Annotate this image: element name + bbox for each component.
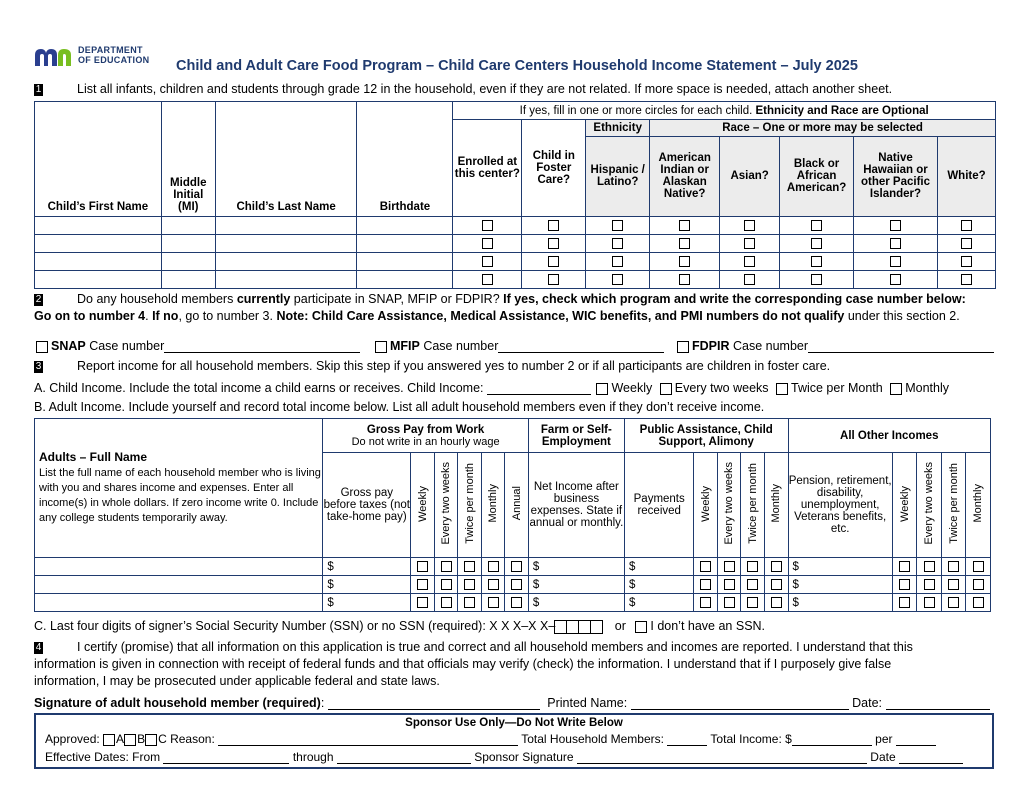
freq-every-two-weeks: Every two weeks: [723, 462, 736, 545]
mi-cell[interactable]: [161, 216, 215, 234]
freq-twice-per-month: Twice per month: [463, 463, 476, 544]
payments-input[interactable]: $: [624, 576, 694, 594]
checkbox[interactable]: [441, 561, 452, 572]
last-name-cell[interactable]: [215, 234, 357, 252]
section2-line1: [34, 292, 966, 306]
checkbox[interactable]: [548, 256, 559, 267]
checkbox[interactable]: [612, 274, 623, 285]
ethnicity-header: Ethnicity: [586, 120, 650, 137]
first-name-cell[interactable]: [35, 216, 162, 234]
col-hawaiian: Native Hawaiian or other Pacific Islander?: [854, 137, 938, 216]
adult-name-cell[interactable]: [35, 594, 323, 612]
other-income-input[interactable]: $: [788, 576, 892, 594]
freq-every-two-weeks: Every two weeks: [440, 462, 453, 545]
mde-logo: [34, 45, 174, 71]
section-number: 1: [35, 83, 42, 95]
checkbox[interactable]: [488, 597, 499, 608]
child-income-input[interactable]: [487, 382, 591, 395]
farm-header: Farm or Self-Employment: [528, 419, 624, 453]
checkbox[interactable]: [890, 220, 901, 231]
race-header: Race – One or more may be selected: [650, 120, 996, 137]
other-income-input[interactable]: $: [788, 558, 892, 576]
section4-line3: information, I may be prosecuted under applicable federal and state laws.: [34, 674, 440, 688]
checkbox[interactable]: [679, 238, 690, 249]
adult-income-line: B. Adult Income. Include yourself and record total income below. List all adult household members even if they don’t receive income.: [34, 400, 765, 414]
checkbox[interactable]: [890, 256, 901, 267]
checkbox[interactable]: [482, 274, 493, 285]
checkbox[interactable]: [464, 579, 475, 590]
table-row: [35, 558, 991, 576]
checkbox[interactable]: [948, 579, 959, 590]
checkbox[interactable]: [464, 561, 475, 572]
birthdate-cell[interactable]: [357, 270, 453, 288]
section-number: 2: [35, 293, 42, 305]
yes-note: If yes, fill in one or more circles for each child. Ethnicity and Race are Optional: [453, 102, 996, 120]
checkbox[interactable]: [612, 256, 623, 267]
col-mi: Middle Initial (MI): [161, 102, 215, 217]
col-hispanic: Hispanic / Latino?: [586, 137, 650, 216]
checkbox[interactable]: [548, 274, 559, 285]
col-black: Black or African American?: [780, 137, 854, 216]
checkbox[interactable]: [679, 220, 690, 231]
checkbox[interactable]: [482, 238, 493, 249]
approved-a-checkbox[interactable]: [103, 734, 115, 746]
checkbox[interactable]: [961, 256, 972, 267]
signature-input[interactable]: [328, 697, 540, 710]
checkbox[interactable]: [771, 579, 782, 590]
checkbox[interactable]: [744, 220, 755, 231]
first-name-cell[interactable]: [35, 252, 162, 270]
twice-per-month-checkbox[interactable]: [776, 383, 788, 395]
col-birthdate: Birthdate: [357, 102, 453, 217]
effective-from-input[interactable]: [163, 751, 289, 764]
weekly-checkbox[interactable]: [596, 383, 608, 395]
freq-twice-per-month: Twice per month: [746, 463, 759, 544]
no-ssn-label: I don’t have an SSN.: [650, 619, 766, 633]
gross-pay-input[interactable]: $: [323, 558, 411, 576]
checkbox[interactable]: [961, 238, 972, 249]
checkbox[interactable]: [417, 561, 428, 572]
checkbox[interactable]: [511, 561, 522, 572]
mfip-field: MFIP Case number: [375, 339, 664, 353]
first-name-cell[interactable]: [35, 234, 162, 252]
freq-monthly: Monthly: [487, 484, 500, 523]
col-first-name: Child’s First Name: [35, 102, 162, 217]
section1-instruction: [34, 82, 892, 96]
table-row: [35, 216, 996, 234]
checkbox[interactable]: [724, 561, 735, 572]
checkbox[interactable]: [747, 597, 758, 608]
public-assistance-header: Public Assistance, Child Support, Alimony: [624, 419, 788, 453]
section2-line2: Go on to number 4. If no, go to number 3. Note: Child Care Assistance, Medical Assistance, WIC benefits, and PMI numbers do not qualify under this section 2.: [34, 309, 960, 323]
logo-line1: DEPARTMENT: [78, 45, 143, 55]
total-income-input[interactable]: [792, 733, 872, 746]
printed-name-input[interactable]: [631, 697, 849, 710]
freq-annual: Annual: [510, 486, 523, 521]
farm-input[interactable]: $: [528, 576, 624, 594]
approved-c-checkbox[interactable]: [145, 734, 157, 746]
logo-line2: OF EDUCATION: [78, 55, 150, 65]
monthly-checkbox[interactable]: [890, 383, 902, 395]
mfip-case-input[interactable]: [498, 340, 664, 353]
other-label: Pension, retirement, disability, unemployment, Veterans benefits, etc.: [788, 453, 892, 558]
children-table: [34, 101, 996, 289]
col-white: White?: [937, 137, 995, 216]
snap-case-input[interactable]: [164, 340, 360, 353]
reason-input[interactable]: [218, 733, 518, 746]
farm-label: Net Income after business expenses. State if annual or monthly.: [528, 453, 624, 558]
or-text: or: [614, 619, 626, 633]
checkbox[interactable]: [948, 561, 959, 572]
gross-pay-input[interactable]: $: [323, 576, 411, 594]
gross-pay-input[interactable]: $: [323, 594, 411, 612]
birthdate-cell[interactable]: [357, 216, 453, 234]
page-title: Child and Adult Care Food Program – Child Care Centers Household Income Statement – July 2025: [176, 58, 858, 74]
checkbox[interactable]: [548, 238, 559, 249]
freq-monthly: Monthly: [972, 484, 985, 523]
section-number: 3: [35, 360, 42, 372]
checkbox[interactable]: [899, 579, 910, 590]
adult-name-cell[interactable]: [35, 576, 323, 594]
section1-text: List all infants, children and students through grade 12 in the household, even if they are not related. If more space is needed, attach another sheet.: [77, 82, 893, 96]
checkbox[interactable]: [811, 220, 822, 231]
sponsor-box: [34, 713, 994, 769]
s2-bold: currently: [236, 292, 291, 306]
checkbox[interactable]: [700, 579, 711, 590]
checkbox[interactable]: [890, 238, 901, 249]
checkbox[interactable]: [612, 238, 623, 249]
mi-cell[interactable]: [161, 270, 215, 288]
table-row: [35, 234, 996, 252]
checkbox[interactable]: [811, 256, 822, 267]
table-row: [35, 594, 991, 612]
section3-text: Report income for all household members. Skip this step if you answered yes to number 2 or if all participants are children in foster care.: [77, 359, 831, 373]
every-two-weeks-checkbox[interactable]: [660, 383, 672, 395]
farm-input[interactable]: $: [528, 594, 624, 612]
checkbox[interactable]: [700, 597, 711, 608]
checkbox[interactable]: [679, 274, 690, 285]
payments-input[interactable]: $: [624, 558, 694, 576]
mi-cell[interactable]: [161, 252, 215, 270]
sponsor-dates-line: Effective Dates: From through Sponsor Signature Date: [45, 750, 963, 764]
adult-name-cell[interactable]: [35, 558, 323, 576]
checkbox[interactable]: [488, 561, 499, 572]
checkbox[interactable]: [961, 274, 972, 285]
col-enrolled: Enrolled at this center?: [453, 120, 522, 217]
other-income-input[interactable]: $: [788, 594, 892, 612]
farm-input[interactable]: $: [528, 558, 624, 576]
freq-weekly: Weekly: [416, 485, 429, 522]
col-american-indian: American Indian or Alaskan Native?: [650, 137, 720, 216]
freq-weekly: Weekly: [898, 485, 911, 522]
checkbox[interactable]: [488, 579, 499, 590]
checkbox[interactable]: [612, 220, 623, 231]
checkbox[interactable]: [464, 597, 475, 608]
last-name-cell[interactable]: [215, 252, 357, 270]
checkbox[interactable]: [724, 579, 735, 590]
table-row: [35, 270, 996, 288]
checkbox[interactable]: [417, 597, 428, 608]
col-foster: Child in Foster Care?: [522, 120, 586, 217]
snap-field: SNAP Case number: [36, 339, 360, 353]
checkbox[interactable]: [924, 597, 935, 608]
col-asian: Asian?: [720, 137, 780, 216]
section3-instruction: [34, 359, 830, 373]
fdpir-field: FDPIR Case number: [677, 339, 994, 353]
ssn-line: [34, 619, 765, 634]
gross-pay-label: Gross pay before taxes (not take-home pay): [323, 453, 411, 558]
checkbox[interactable]: [890, 274, 901, 285]
s2-text: participate in SNAP, MFIP or FDPIR?: [290, 292, 504, 306]
child-income-line: A. Child Income. Include the total income a child earns or receives. Child Income: Weekly Every two weeks Twice per Month Monthly: [34, 381, 949, 395]
checkbox[interactable]: [747, 561, 758, 572]
checkbox[interactable]: [973, 561, 984, 572]
checkbox[interactable]: [973, 597, 984, 608]
ssn-label: C. Last four digits of signer’s Social Security Number (SSN) or no SSN (required): X X X–X X–: [34, 619, 556, 633]
section4-line1: 4 I certify (promise) that all information on this application is true and correct and all household members and incomes are reported. I understand that this: [35, 640, 913, 654]
gross-pay-header: Gross Pay from Work Do not write in an hourly wage: [323, 419, 529, 453]
checkbox[interactable]: [948, 597, 959, 608]
checkbox[interactable]: [724, 597, 735, 608]
total-members-input[interactable]: [667, 733, 707, 746]
signature-line: Signature of adult household member (required): Printed Name: Date:: [34, 696, 990, 710]
payments-input[interactable]: $: [624, 594, 694, 612]
sponsor-approval-line: Approved: A B C Reason: Total Household Members: Total Income: $ per: [45, 732, 936, 746]
s2-text: Do any household members: [77, 292, 237, 306]
freq-twice-per-month: Twice per month: [947, 463, 960, 544]
checkbox[interactable]: [747, 579, 758, 590]
ssn-digit-box[interactable]: [590, 620, 603, 634]
checkbox[interactable]: [771, 561, 782, 572]
adults-header: Adults – Full Name List the full name of each household member who is living with you and shares income and expenses. Enter all income(s) in whole dollars. If zero income write 0. Include any college students temporarily away.: [35, 419, 323, 558]
mn-logo-icon: [34, 47, 72, 67]
no-ssn-checkbox[interactable]: [635, 621, 647, 633]
section-number: 4: [35, 641, 42, 653]
checkbox[interactable]: [511, 579, 522, 590]
checkbox[interactable]: [744, 238, 755, 249]
checkbox[interactable]: [744, 274, 755, 285]
col-last-name: Child’s Last Name: [215, 102, 357, 217]
sponsor-title: Sponsor Use Only—Do Not Write Below: [405, 717, 623, 729]
approved-b-checkbox[interactable]: [124, 734, 136, 746]
fdpir-case-input[interactable]: [808, 340, 994, 353]
checkbox[interactable]: [417, 579, 428, 590]
freq-monthly: Monthly: [770, 484, 783, 523]
checkbox[interactable]: [811, 238, 822, 249]
checkbox[interactable]: [771, 597, 782, 608]
mi-cell[interactable]: [161, 234, 215, 252]
birthdate-cell[interactable]: [357, 234, 453, 252]
birthdate-cell[interactable]: [357, 252, 453, 270]
sponsor-date-input[interactable]: [899, 751, 963, 764]
first-name-cell[interactable]: [35, 270, 162, 288]
table-row: [35, 252, 996, 270]
other-incomes-header: All Other Incomes: [788, 419, 990, 453]
s2-bold: If yes, check which program and write the corresponding case number below:: [503, 292, 966, 306]
effective-through-input[interactable]: [337, 751, 471, 764]
checkbox[interactable]: [924, 579, 935, 590]
mfip-checkbox[interactable]: [375, 341, 387, 353]
last-name-cell[interactable]: [215, 270, 357, 288]
checkbox[interactable]: [961, 220, 972, 231]
checkbox[interactable]: [973, 579, 984, 590]
freq-weekly: Weekly: [699, 485, 712, 522]
checkbox[interactable]: [679, 256, 690, 267]
checkbox[interactable]: [441, 597, 452, 608]
checkbox[interactable]: [482, 220, 493, 231]
checkbox[interactable]: [899, 561, 910, 572]
freq-every-two-weeks: Every two weeks: [923, 462, 936, 545]
snap-checkbox[interactable]: [36, 341, 48, 353]
checkbox[interactable]: [899, 597, 910, 608]
per-input[interactable]: [896, 733, 936, 746]
section4-line2: information is given in connection with receipt of federal funds and that officials may verify (check) the information. I understand that if I purposely give false: [34, 657, 892, 671]
table-row: [35, 576, 991, 594]
fdpir-checkbox[interactable]: [677, 341, 689, 353]
payments-label: Payments received: [624, 453, 694, 558]
checkbox[interactable]: [924, 561, 935, 572]
date-input[interactable]: [886, 697, 990, 710]
adult-income-table: [34, 418, 991, 612]
last-name-cell[interactable]: [215, 216, 357, 234]
sponsor-signature-input[interactable]: [577, 751, 867, 764]
checkbox[interactable]: [482, 256, 493, 267]
checkbox[interactable]: [548, 220, 559, 231]
checkbox[interactable]: [441, 579, 452, 590]
checkbox[interactable]: [700, 561, 711, 572]
checkbox[interactable]: [511, 597, 522, 608]
checkbox[interactable]: [744, 256, 755, 267]
checkbox[interactable]: [811, 274, 822, 285]
